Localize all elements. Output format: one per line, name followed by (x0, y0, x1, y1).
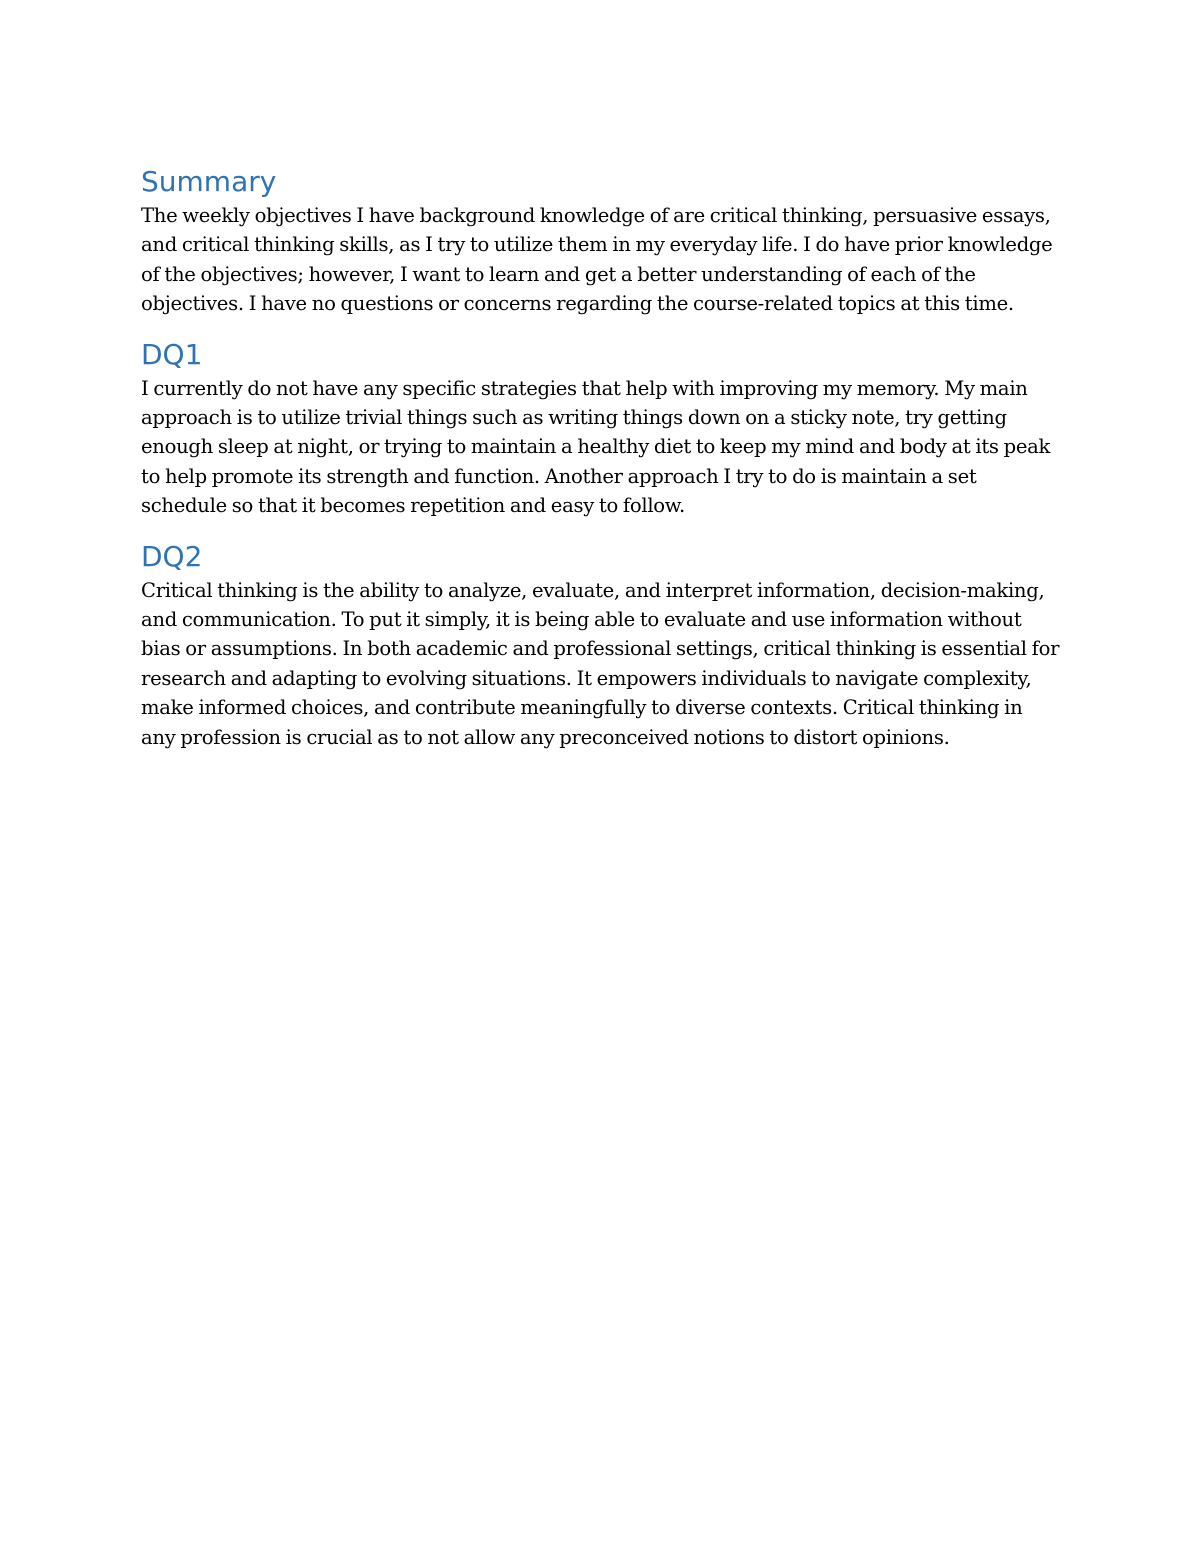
dq1-section (141, 336, 1061, 521)
document-content (141, 163, 1061, 752)
summary-section (141, 163, 1061, 319)
summary-paragraph: The weekly objectives I have background knowledge of are critical thinking, persuasive essays, and critical thinking skills, as I try to utilize them in my everyday life. I do have prior knowledge of the objectives; however, I want to learn and get a better understanding of each of the objectives. I have no questions or concerns regarding the course-related topics at this time. (141, 204, 1053, 316)
dq2-section (141, 538, 1061, 752)
dq2-heading: DQ2 (141, 539, 203, 573)
dq1-heading: DQ1 (141, 337, 203, 371)
dq1-paragraph: I currently do not have any specific strategies that help with improving my memory. My main approach is to utilize trivial things such as writing things down on a sticky note, try getting enough sleep at night, or trying to maintain a healthy diet to keep my mind and body at its peak to help promote its strength and function. Another approach I try to do is maintain a set schedule so that it becomes repetition and easy to follow. (141, 376, 1051, 518)
dq2-paragraph: Critical thinking is the ability to analyze, evaluate, and interpret information, decision-making, and communication. To put it simply, it is being able to evaluate and use information without bias or assumptions. In both academic and professional settings, critical thinking is essential for research and adapting to evolving situations. It empowers individuals to navigate complexity, make informed choices, and contribute meaningfully to diverse contexts. Critical thinking in any profession is crucial as to not allow any preconceived notions to distort opinions. (141, 578, 1060, 749)
summary-heading: Summary (141, 165, 277, 198)
